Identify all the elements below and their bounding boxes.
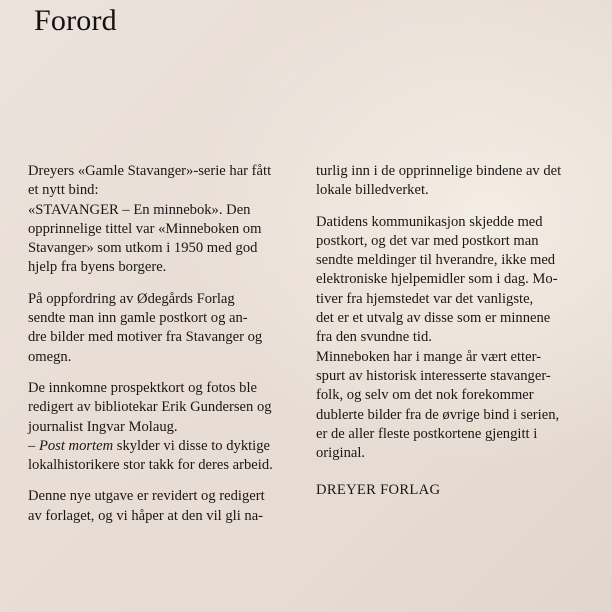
text-line: redigert av bibliotekar Erik Gundersen og xyxy=(28,399,272,416)
paragraph-intro xyxy=(28,162,308,278)
text-line: De innkomne prospektkort og fotos ble xyxy=(28,379,258,396)
paragraph-demand xyxy=(316,348,586,464)
text-line: opprinnelige tittel var «Minneboken om xyxy=(28,220,262,237)
post-mortem-italic: – Post mortem xyxy=(28,437,114,454)
text-line: journalist Ingvar Molaug. xyxy=(28,418,178,435)
text-line: tiver fra hjemstedet var det vanligste, xyxy=(316,290,534,307)
paragraph-communication xyxy=(316,213,586,348)
text-line: av forlaget, og vi håper at den vil gli na- xyxy=(28,507,264,524)
paragraph-editors xyxy=(28,379,308,475)
publisher-signature: DREYER FORLAG xyxy=(316,482,441,498)
paragraph-continuation xyxy=(316,162,586,201)
left-text-column xyxy=(28,162,308,526)
text-line: det er et utvalg av disse som er minnene xyxy=(316,310,551,327)
right-text-column xyxy=(316,162,586,463)
text-line: sendte man inn gamle postkort og an- xyxy=(28,310,248,327)
text-line xyxy=(28,437,308,456)
text-line: fra den svundne tid. xyxy=(316,329,432,346)
text-line: Dreyers «Gamle Stavanger»-serie har fått xyxy=(28,163,272,179)
text-line: original. xyxy=(316,445,366,462)
text-line: et nytt bind: xyxy=(28,182,99,199)
text-line: sendte meldinger til hverandre, ikke med xyxy=(316,252,556,269)
text-line: elektroniske hjelpemidler som i dag. Mo- xyxy=(316,271,558,288)
text-line: Denne nye utgave er revidert og redigert xyxy=(28,488,265,505)
text-line: lokalhistorikere stor takk for deres arbeid. xyxy=(28,457,273,474)
text-line: turlig inn i de opprinnelige bindene av det xyxy=(316,163,562,179)
text-line: Datidens kommunikasjon skjedde med xyxy=(316,213,543,230)
text-line: folk, og selv om det nok forekommer xyxy=(316,387,534,404)
text-line: Minneboken har i mange år vært etter- xyxy=(316,348,542,365)
paragraph-revision xyxy=(28,487,308,526)
text-line: På oppfordring av Ødegårds Forlag xyxy=(28,290,235,307)
text-line: dublerte bilder fra de øvrige bind i serien, xyxy=(316,406,560,423)
text-line: omegn. xyxy=(28,348,72,365)
text-line: lokale billedverket. xyxy=(316,182,429,199)
text-line: Stavanger» som utkom i 1950 med god xyxy=(28,240,258,257)
text-line: spurt av historisk interesserte stavanger- xyxy=(316,367,551,384)
text-line: er de aller fleste postkortene gjengitt i xyxy=(316,425,538,442)
page-title: Forord xyxy=(34,4,117,37)
text-line: hjelp fra byens borgere. xyxy=(28,259,167,276)
paragraph-request xyxy=(28,290,308,367)
text-line: «STAVANGER – En minnebok». Den xyxy=(28,201,251,218)
text-line: postkort, og det var med postkort man xyxy=(316,232,539,249)
text-fragment: skylder vi disse to dyktige xyxy=(113,437,271,454)
text-line: dre bilder med motiver fra Stavanger og xyxy=(28,329,263,346)
